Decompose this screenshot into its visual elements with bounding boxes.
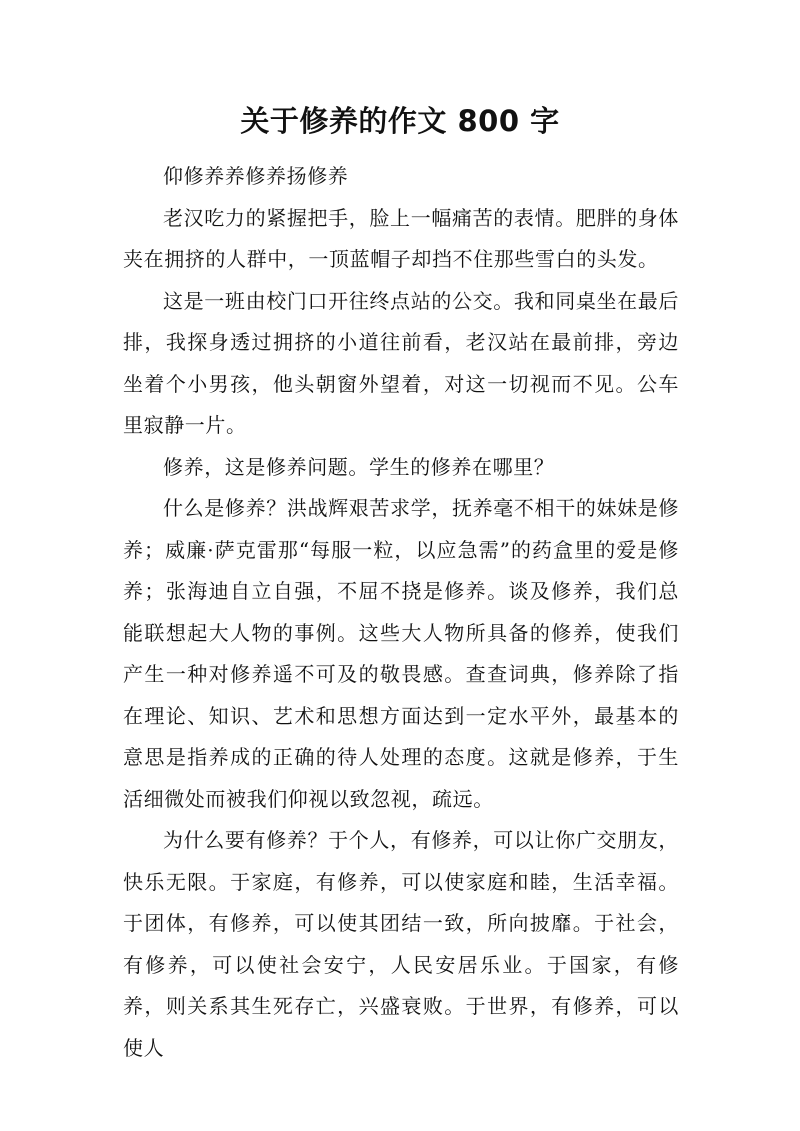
paragraph-6: 为什么要有修养？于个人，有修养，可以让你广交朋友，快乐无限。于家庭，有修养，可以使家庭和睦，生活幸福。于团体，有修养，可以使其团结一致，所向披靡。于社会，有修养，可以使社会安宁，人民安居乐业。于国家，有修养，则关系其生死存亡，兴盛衰败。于世界，有修养，可以使人	[123, 828, 679, 1060]
document-title: 关于修养的作文 800 字	[240, 104, 560, 138]
paragraph-3: 这是一班由校门口开往终点站的公交。我和同桌坐在最后排，我探身透过拥挤的小道往前看，老汉站在最前排，旁边坐着个小男孩，他头朝窗外望着，对这一切视而不见。公车里寂静一片。	[123, 288, 679, 437]
paragraph-1: 仰修养养修养扬修养	[163, 164, 349, 188]
paragraph-2: 老汉吃力的紧握把手，脸上一幅痛苦的表情。肥胖的身体夹在拥挤的人群中，一顶蓝帽子却挡不住那些雪白的头发。	[123, 205, 679, 271]
document-body	[123, 156, 679, 1069]
paragraph-4: 修养，这是修养问题。学生的修养在哪里？	[163, 454, 555, 479]
paragraph-5: 什么是修养？洪战辉艰苦求学，抚养毫不相干的妹妹是修养；威廉·萨克雷那“每服一粒，以应急需”的药盒里的爱是修养；张海迪自立自强，不屈不挠是修养。谈及修养，我们总能联想起大人物的事例。这些大人物所具备的修养，使我们产生一种对修养遥不可及的敬畏感。查查词典，修养除了指在理论、知识、艺术和思想方面达到一定水平外，最基本的意思是指养成的正确的待人处理的态度。这就是修养，于生活细微处而被我们仰视以致忽视，疏远。	[123, 496, 679, 811]
